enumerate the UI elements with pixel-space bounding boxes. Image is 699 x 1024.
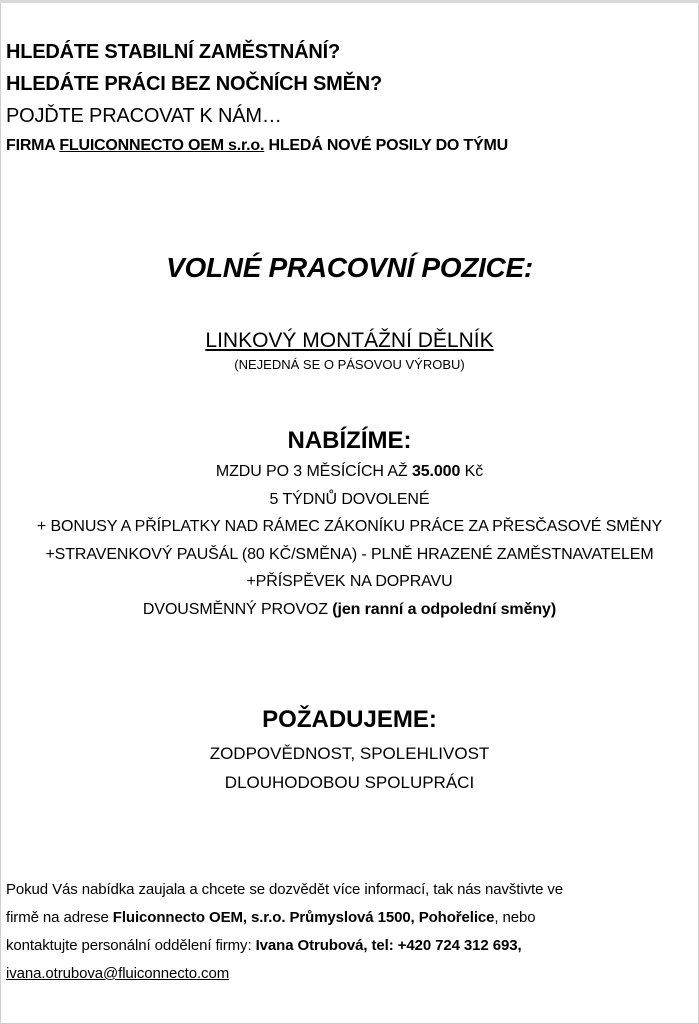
company-prefix: FIRMA	[6, 137, 60, 154]
company-name: FLUICONNECTO OEM s.r.o.	[59, 137, 265, 154]
job-note: (NEJEDNÁ SE O PÁSOVOU VÝROBU)	[234, 357, 465, 372]
offer-vacation: 5 TÝDNŮ DOVOLENÉ	[269, 490, 430, 508]
requirement-item: ZODPOVĚDNOST, SPOLEHLIVOST	[209, 744, 490, 763]
offer-bonus: + BONUSY A PŘÍPLATKY NAD RÁMEC ZÁKONÍKU PRÁCE ZA PŘESČASOVÉ SMĚNY	[36, 518, 663, 535]
company-suffix: HLEDÁ NOVÉ POSILY DO TÝMU	[264, 137, 508, 154]
shift-prefix: DVOUSMĚNNÝ PROVOZ	[142, 600, 333, 618]
address-prefix: firmě na adrese	[6, 909, 113, 926]
contact-person: Ivana Otrubová, tel: +420 724 312 693,	[255, 937, 522, 954]
offer-meal: +STRAVENKOVÝ PAUŠÁL (80 KČ/SMĚNA) - PLNĚ HRAZENÉ ZAMĚSTNAVATELEM	[45, 545, 654, 563]
job-title: LINKOVÝ MONTÁŽNÍ DĚLNÍK	[205, 329, 494, 352]
headline-company	[6, 132, 696, 160]
company-address: Fluiconnecto OEM, s.r.o. Průmyslová 1500, Pohořelice	[112, 909, 495, 926]
headline-no-night-shifts: HLEDÁTE PRÁCI BEZ NOČNÍCH SMĚN?	[6, 73, 383, 95]
offer-transport: +PŘÍSPĚVEK NA DOPRAVU	[246, 573, 453, 590]
address-suffix: , nebo	[494, 909, 536, 926]
header-block	[6, 36, 696, 160]
requirements-title: POŽADUJEME:	[262, 706, 437, 733]
shift-detail: (jen ranní a odpolední směny)	[332, 600, 557, 618]
contact-block	[6, 876, 696, 988]
job-block	[0, 329, 699, 372]
contact-prefix: kontaktujte personální oddělení firmy:	[6, 937, 256, 954]
positions-title: VOLNÉ PRACOVNÍ POZICE:	[166, 252, 533, 283]
contact-line-2	[6, 904, 696, 932]
requirement-item: DLOUHODOBOU SPOLUPRÁCI	[224, 773, 475, 792]
offer-salary	[0, 458, 699, 486]
salary-amount: 35.000	[411, 463, 461, 480]
top-border	[0, 0, 699, 3]
headline-stable-job: HLEDÁTE STABILNÍ ZAMĚSTNÁNÍ?	[6, 41, 341, 63]
contact-line-1: Pokud Vás nabídka zaujala a chcete se dozvědět více informací, tak nás navštivte ve	[6, 881, 564, 898]
contact-email-link[interactable]: ivana.otrubova@fluiconnecto.com	[6, 965, 230, 982]
offer-section	[0, 427, 699, 623]
contact-line-3	[6, 932, 696, 960]
offer-shifts	[0, 596, 699, 624]
salary-currency: Kč	[460, 463, 484, 480]
salary-prefix: MZDU PO 3 MĚSÍCÍCH AŽ	[215, 463, 412, 480]
headline-come-work: POJĎTE PRACOVAT K NÁM…	[6, 105, 282, 127]
positions-section	[0, 252, 699, 284]
offer-title: NABÍZÍME:	[287, 427, 412, 454]
requirements-section	[0, 706, 699, 797]
